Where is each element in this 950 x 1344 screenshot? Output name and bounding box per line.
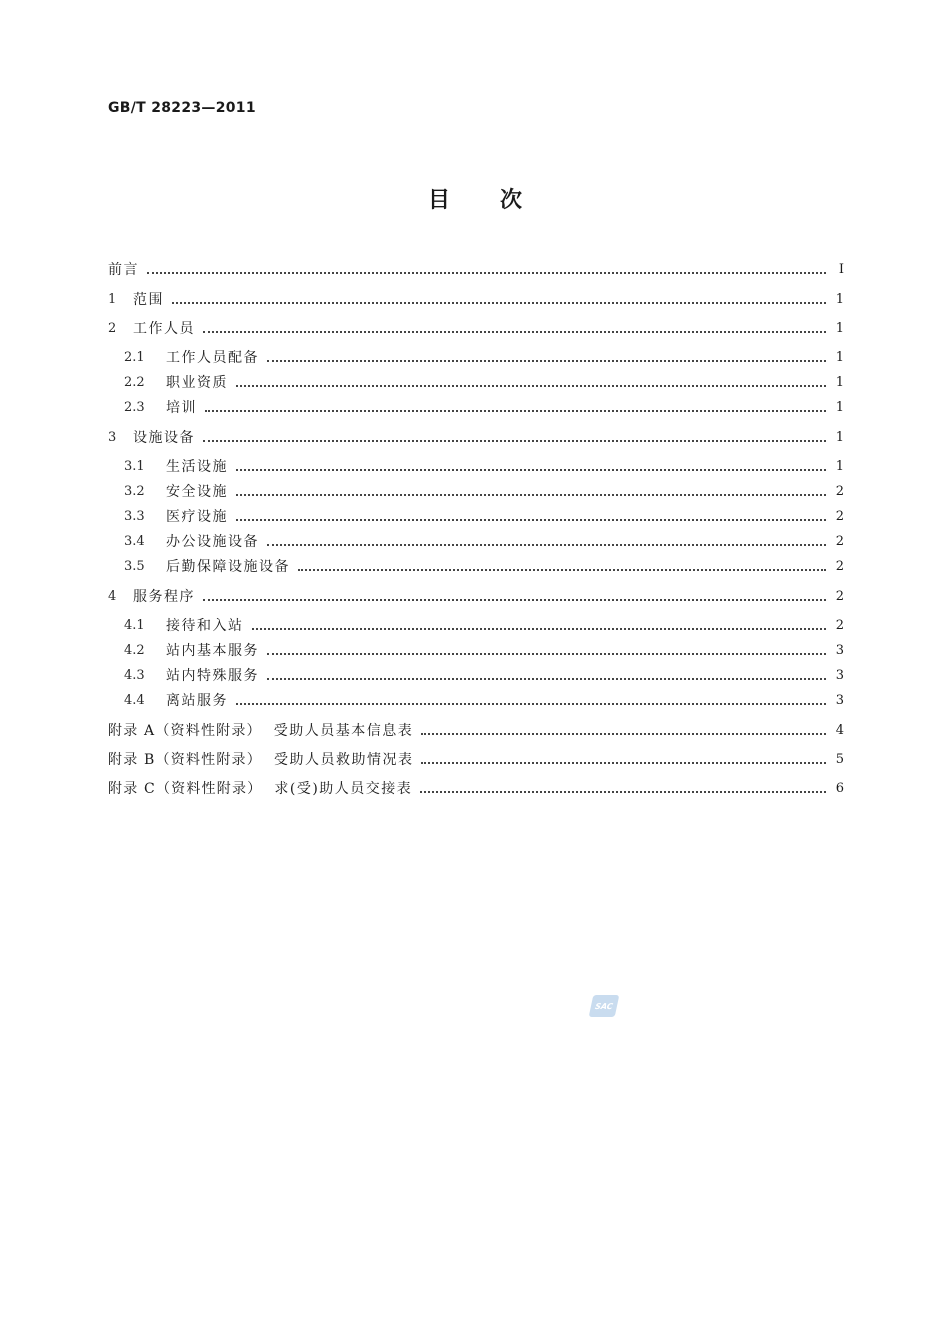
toc-entry-text: 站内特殊服务 bbox=[166, 668, 259, 684]
toc-entry-number: 2 bbox=[108, 321, 117, 336]
appendix-title: 求(受)助人员交接表 bbox=[274, 781, 413, 797]
toc-page-number: 1 bbox=[835, 350, 844, 365]
toc-entry[interactable] bbox=[108, 373, 844, 393]
toc-entry[interactable] bbox=[108, 587, 844, 607]
toc-page-number: 3 bbox=[835, 643, 844, 658]
dot-leader bbox=[267, 678, 826, 680]
toc-entry-text: 附录 A（资料性附录） bbox=[108, 723, 262, 739]
toc-page-number: 1 bbox=[835, 459, 844, 474]
toc-entry-text: 接待和入站 bbox=[166, 618, 244, 634]
sac-logo-text: SAC bbox=[594, 1001, 614, 1011]
toc-entry[interactable] bbox=[108, 641, 844, 661]
appendix-title: 受助人员救助情况表 bbox=[273, 752, 414, 768]
toc-entry-number: 3 bbox=[108, 430, 117, 445]
toc-entry[interactable] bbox=[108, 691, 844, 711]
dot-leader bbox=[203, 440, 826, 442]
toc-entry-number: 4 bbox=[108, 589, 117, 604]
toc-page-number: 2 bbox=[835, 484, 844, 499]
dot-leader bbox=[172, 302, 826, 304]
toc-entry-appendix-b[interactable] bbox=[108, 750, 844, 770]
dot-leader bbox=[420, 791, 826, 793]
dot-leader bbox=[236, 494, 826, 496]
toc-entry-foreword[interactable] bbox=[108, 260, 844, 280]
dot-leader bbox=[298, 569, 826, 571]
standard-number: GB/T 28223—2011 bbox=[108, 100, 256, 116]
toc-page-number: 1 bbox=[835, 375, 844, 390]
title-char-1: 目 bbox=[427, 188, 450, 213]
dot-leader bbox=[203, 599, 826, 601]
toc-entry[interactable] bbox=[108, 616, 844, 636]
toc-entry-text: 安全设施 bbox=[166, 484, 228, 500]
toc-entry-text: 职业资质 bbox=[166, 375, 228, 391]
dot-leader bbox=[147, 272, 826, 274]
appendix-title: 受助人员基本信息表 bbox=[273, 723, 414, 739]
dot-leader bbox=[236, 385, 826, 387]
dot-leader bbox=[267, 544, 826, 546]
toc-entry-text: 前言 bbox=[108, 262, 139, 278]
toc-entry-number: 4.1 bbox=[124, 618, 145, 633]
toc-entry[interactable] bbox=[108, 666, 844, 686]
dot-leader bbox=[267, 653, 826, 655]
toc-entry-text: 后勤保障设施设备 bbox=[166, 559, 290, 575]
dot-leader bbox=[267, 360, 826, 362]
toc-entry-text: 生活设施 bbox=[166, 459, 228, 475]
toc-entry[interactable] bbox=[108, 532, 844, 552]
dot-leader bbox=[203, 331, 826, 333]
toc-entry-text: 服务程序 bbox=[133, 589, 195, 605]
dot-leader bbox=[252, 628, 827, 630]
toc-entry-number: 4.3 bbox=[124, 668, 145, 683]
toc-page-number: 2 bbox=[835, 559, 844, 574]
toc-page-number: 5 bbox=[835, 752, 844, 767]
toc-entry-text: 工作人员 bbox=[133, 321, 195, 337]
toc-page-number: 1 bbox=[835, 321, 844, 336]
toc-entry-text: 站内基本服务 bbox=[166, 643, 259, 659]
dot-leader bbox=[236, 469, 826, 471]
toc-entry[interactable] bbox=[108, 398, 844, 418]
toc-entry[interactable] bbox=[108, 507, 844, 527]
toc-entry-number: 3.3 bbox=[124, 509, 145, 524]
title-char-2: 次 bbox=[500, 188, 523, 213]
toc-entry[interactable] bbox=[108, 319, 844, 339]
toc-entry-number: 2.3 bbox=[124, 400, 145, 415]
toc-page-number: 1 bbox=[835, 292, 844, 307]
toc-page-number: 4 bbox=[835, 723, 844, 738]
toc-entry[interactable] bbox=[108, 457, 844, 477]
toc-entry-text: 医疗设施 bbox=[166, 509, 228, 525]
toc-entry[interactable] bbox=[108, 557, 844, 577]
toc-entry-number: 2.1 bbox=[124, 350, 145, 365]
toc-entry-number: 3.2 bbox=[124, 484, 145, 499]
toc-entry-number: 2.2 bbox=[124, 375, 145, 390]
toc-entry-number: 3.1 bbox=[124, 459, 145, 474]
toc-page-number: 2 bbox=[835, 534, 844, 549]
toc-entry-appendix-c[interactable] bbox=[108, 779, 844, 799]
toc-page-number: 3 bbox=[835, 693, 844, 708]
dot-leader bbox=[236, 519, 826, 521]
dot-leader bbox=[421, 762, 826, 764]
toc-entry-text: 离站服务 bbox=[166, 693, 228, 709]
toc-entry-number: 3.4 bbox=[124, 534, 145, 549]
toc-page-number: 2 bbox=[835, 618, 844, 633]
toc-entry-text: 附录 C（资料性附录） bbox=[108, 781, 263, 797]
page-title bbox=[0, 183, 950, 214]
toc-page-number: 6 bbox=[835, 781, 844, 796]
toc-entry-text: 范围 bbox=[133, 292, 164, 308]
toc-entry-text: 工作人员配备 bbox=[166, 350, 259, 366]
toc-entry-appendix-a[interactable] bbox=[108, 721, 844, 741]
toc-page-number: 3 bbox=[835, 668, 844, 683]
toc-page-number: 2 bbox=[835, 509, 844, 524]
dot-leader bbox=[236, 703, 826, 705]
toc-entry[interactable] bbox=[108, 482, 844, 502]
dot-leader bbox=[205, 410, 826, 412]
toc-page-number: 1 bbox=[835, 400, 844, 415]
toc-page-number: Ⅰ bbox=[838, 262, 844, 277]
toc-entry-text: 办公设施设备 bbox=[166, 534, 259, 550]
dot-leader bbox=[421, 733, 826, 735]
sac-watermark-logo bbox=[589, 995, 620, 1017]
toc-entry[interactable] bbox=[108, 348, 844, 368]
toc-entry-number: 3.5 bbox=[124, 559, 145, 574]
toc-entry[interactable] bbox=[108, 428, 844, 448]
toc-entry-text: 附录 B（资料性附录） bbox=[108, 752, 262, 768]
toc-entry-number: 1 bbox=[108, 292, 117, 307]
toc-entry-text: 培训 bbox=[166, 400, 197, 416]
toc-page-number: 2 bbox=[835, 589, 844, 604]
toc-page-number: 1 bbox=[835, 430, 844, 445]
toc-entry-number: 4.2 bbox=[124, 643, 145, 658]
toc-entry-number: 4.4 bbox=[124, 693, 145, 708]
toc-entry-text: 设施设备 bbox=[133, 430, 195, 446]
toc-entry[interactable] bbox=[108, 290, 844, 310]
